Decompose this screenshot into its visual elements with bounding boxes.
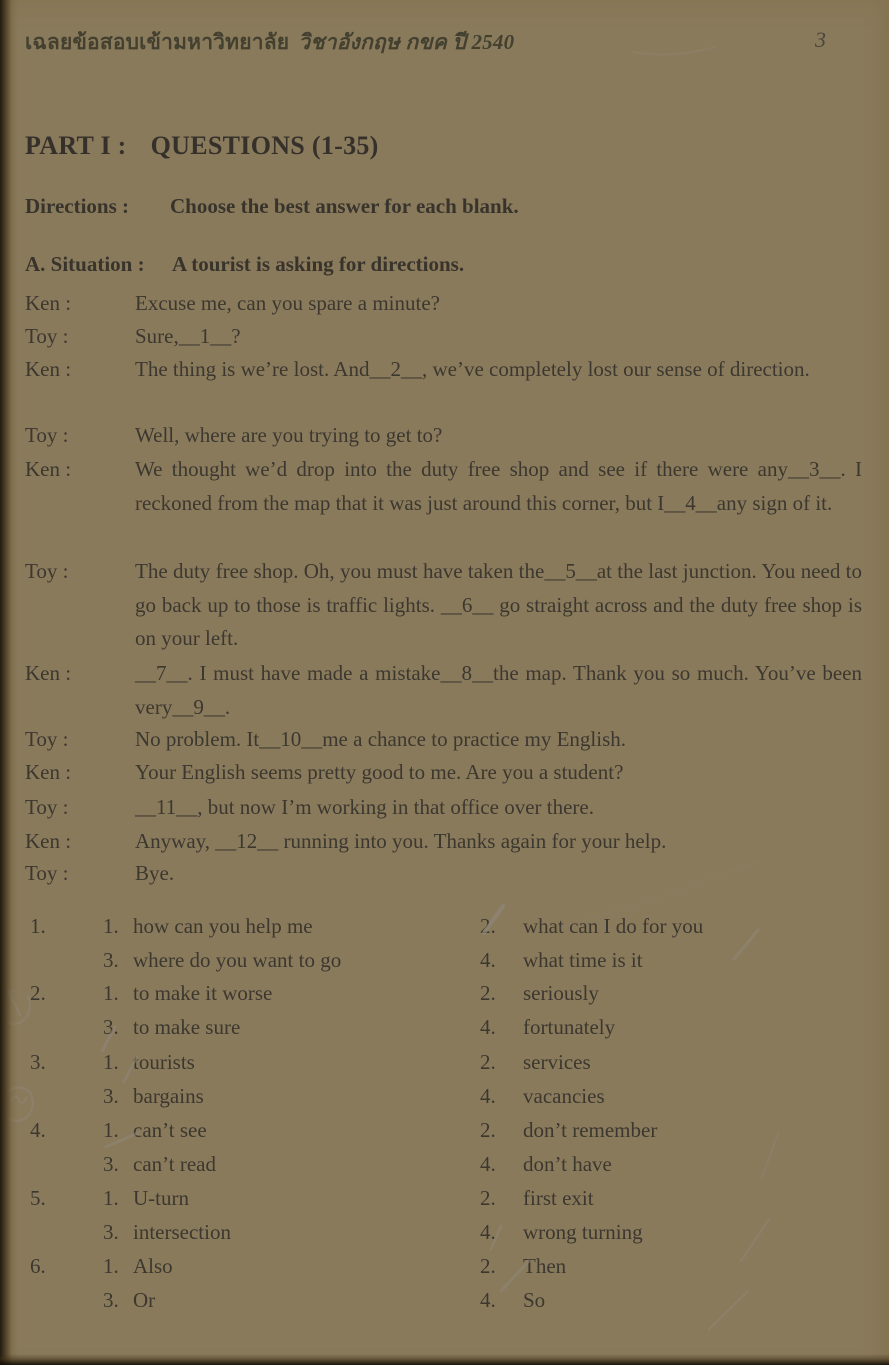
option-number: 2. [480,981,496,1005]
option-number: 2. [480,914,496,938]
pencil-margin-circle-q3 [2,1088,33,1121]
dialogue-row [25,825,862,859]
dialogue-text: We thought we’d drop into the duty free shop and see if there were any__3__. I reckoned from the map that it was just around this corner, but I__4__any sign of it. [135,457,862,515]
dialogue-speaker: Ken : [25,760,72,784]
dialogue-speaker: Ken : [25,661,72,685]
dialogue-row [25,320,862,354]
dialogue-text: __7__. I must have made a mistake__8__the map. Thank you so much. You’ve been very__9__. [135,661,862,719]
question-block [30,1181,862,1249]
question-number: 4. [30,1118,46,1142]
option-number: 4. [480,1288,496,1312]
dialogue-speaker: Toy : [25,324,69,348]
option-text: Also [133,1254,173,1278]
question-block [30,1113,862,1181]
option-text: bargains [133,1084,204,1108]
option-text: U-turn [133,1186,189,1210]
part-heading-title: QUESTIONS (1-35) [150,131,379,160]
option-text: what time is it [523,948,643,972]
dialogue-row [25,657,862,724]
question-number-spacer [30,943,103,977]
dialogue-row [25,287,862,321]
option-text: to make it worse [133,981,273,1005]
option-number: 4. [480,1084,496,1108]
option-text: can’t see [133,1118,207,1142]
option-number: 4. [480,1015,496,1039]
dialogue-row [25,791,862,825]
directions-label: Directions : [25,194,130,218]
header-thai-title-main: เฉลยข้อสอบเข้ามหาวิทยาลัย [25,30,290,54]
option-number: 4. [480,1152,496,1176]
option-text: how can you help me [133,914,313,938]
option-text: Or [133,1288,156,1312]
question-number: 5. [30,1186,46,1210]
dialogue-speaker: Toy : [25,559,69,583]
option-number: 1. [103,1118,119,1142]
dialogue-speaker: Ken : [25,291,72,315]
option-text: Then [523,1254,567,1278]
question-number: 6. [30,1254,46,1278]
option-number: 3. [103,1288,119,1312]
option-text: services [523,1050,591,1074]
option-text: what can I do for you [523,914,704,938]
situation-text: A tourist is asking for directions. [172,252,465,276]
option-number: 3. [103,1220,119,1244]
dialogue-row [25,419,862,453]
option-text: vacancies [523,1084,605,1108]
option-text: seriously [523,981,599,1005]
dialogue-text: __11__, but now I’m working in that office over there. [135,795,594,819]
directions-text: Choose the best answer for each blank. [170,194,519,218]
dialogue-text: No problem. It__10__me a chance to practice my English. [135,727,627,751]
part-heading [25,131,379,161]
question-number-spacer [30,1283,103,1317]
question-number: 1. [30,914,46,938]
option-text: So [523,1288,546,1312]
dialogue-text: Bye. [135,861,175,885]
option-number: 2. [480,1186,496,1210]
situation-label: A. Situation : [25,252,145,276]
question-block [30,1045,862,1113]
question-number-spacer [30,1215,103,1249]
part-heading-label: PART I : [25,131,127,160]
dialogue-speaker: Toy : [25,423,69,447]
dialogue-text: Anyway, __12__ running into you. Thanks again for your help. [135,829,667,853]
header-thai-title-sub: วิชาอังกฤษ กขค ปี 2540 [298,30,515,54]
dialogue-text: The duty free shop. Oh, you must have taken the__5__at the last junction. You need to go back up to those is traffic lights. __6__ go straight across and the duty free shop is on your left. [135,559,862,651]
option-text: don’t have [523,1152,612,1176]
question-number: 2. [30,981,46,1005]
dialogue-text: Your English seems pretty good to me. Are you a student? [135,760,624,784]
option-number: 3. [103,948,119,972]
dialogue-row [25,723,862,757]
question-block [30,909,862,977]
option-text: can’t read [133,1152,216,1176]
dialogue-speaker: Ken : [25,457,72,481]
option-number: 3. [103,1084,119,1108]
option-number: 1. [103,1254,119,1278]
option-text: tourists [133,1050,195,1074]
dialogue-row [25,353,862,387]
option-number: 4. [480,1220,496,1244]
option-text: don’t remember [523,1118,658,1142]
dialogue-speaker: Toy : [25,727,69,751]
question-number-spacer [30,1010,103,1044]
option-number: 1. [103,914,119,938]
dialogue-text: Well, where are you trying to get to? [135,423,443,447]
page-number: 3 [815,27,826,52]
option-number: 4. [480,948,496,972]
option-text: to make sure [133,1015,241,1039]
dialogue-speaker: Ken : [25,829,72,853]
option-number: 2. [480,1254,496,1278]
option-number: 1. [103,981,119,1005]
option-number: 2. [480,1050,496,1074]
dialogue-text: The thing is we’re lost. And__2__, we’ve completely lost our sense of direction. [135,357,810,381]
option-number: 3. [103,1015,119,1039]
option-number: 1. [103,1050,119,1074]
dialogue-text: Excuse me, can you spare a minute? [135,291,440,315]
option-text: first exit [523,1186,594,1210]
pencil-squiggle-q3 [11,1096,27,1103]
pencil-margin-circle-q2 [2,990,29,1024]
dialogue-speaker: Ken : [25,357,72,381]
question-number-spacer [30,1147,103,1181]
paper-scratch-mark [633,47,716,55]
dialogue-row [25,555,862,656]
dialogue-row [25,857,862,891]
option-number: 2. [480,1118,496,1142]
dialogue-speaker: Toy : [25,795,69,819]
question-number-spacer [30,1079,103,1113]
option-number: 3. [103,1152,119,1176]
header-thai-title [25,26,514,59]
pencil-margin-mark-q2 [5,984,20,1015]
option-text: where do you want to go [133,948,342,972]
option-number: 1. [103,1186,119,1210]
dialogue-speaker: Toy : [25,861,69,885]
question-block [30,976,862,1044]
option-text: intersection [133,1220,231,1244]
option-text: wrong turning [523,1220,643,1244]
situation-line [25,252,464,277]
dialogue-row [25,453,862,520]
directions-line [25,194,519,219]
dialogue-text: Sure,__1__? [135,324,241,348]
question-number: 3. [30,1050,46,1074]
dialogue-row [25,756,862,790]
option-text: fortunately [523,1015,616,1039]
question-block [30,1249,862,1317]
